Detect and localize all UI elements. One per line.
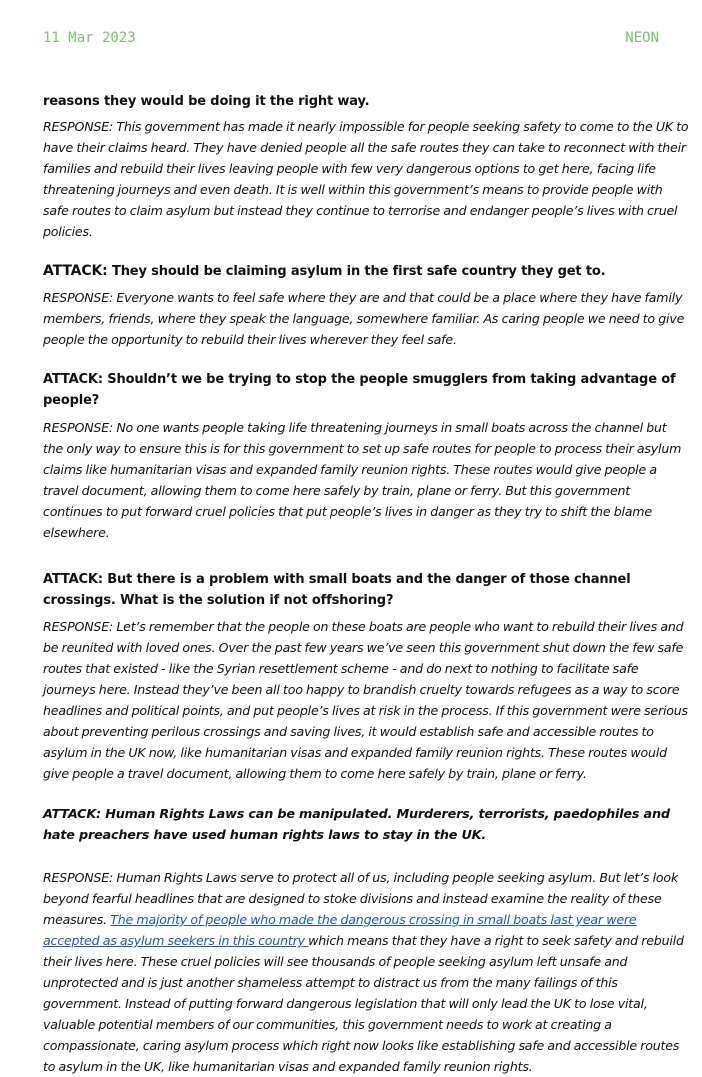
response-1: RESPONSE: This government has made it nearly impossible for people seeking safety to come to the UK to have their claims heard. They have denied people all the safe routes they can take to reconnect with their families and rebuild their lives leaving people with few very dangerous options to get here, facing life threatening journeys and even death. It is well within this government’s means to provide people with safe routes to claim asylum but instead they continue to terrorise and endanger people’s lives with cruel policies. — [43, 119, 689, 239]
date-label: 11 Mar 2023 — [43, 30, 136, 46]
asylum-stats-link[interactable]: The majority of people who made the dangerous crossing in small boats last year were accepted as asylum seekers in this country — [43, 912, 637, 948]
attack-2-text: They should be claiming asylum in the first safe country they get to. — [111, 264, 606, 279]
response-4: RESPONSE: Let’s remember that the people on these boats are people who want to rebuild their lives and be reunited with loved ones. Over the past few years we’ve seen this government shut down the few safe routes that existed - like the Syrian resettlement scheme - and do next to nothing to facilitate safe journeys here. Instead they’ve been all too happy to brandish cruelty towards refugees as a way to score headlines and political points, and put people’s lives at risk in the process. If this government were serious about preventing perilous crossings and saving lives, it would establish safe and accessible routes to asylum in the UK now, like humanitarian visas and expanded family reunion rights. These routes would give people a travel document, allowing them to come here safely by train, plane or ferry. — [43, 619, 688, 781]
intro-fragment: reasons they would be doing it the right way. — [43, 94, 370, 109]
response-2: RESPONSE: Everyone wants to feel safe where they are and that could be a place where they have family members, friends, where they speak the language, somewhere familiar. As caring people we need to give people the opportunity to rebuild their lives wherever they feel safe. — [43, 290, 685, 347]
attack-2 — [43, 261, 689, 282]
response-5 — [43, 867, 689, 1077]
attack-4: ATTACK: But there is a problem with small boats and the danger of those channel crossings. What is the solution if not offshoring? — [43, 572, 631, 608]
page-header — [43, 30, 659, 50]
response-5-end: which means that they have a right to seek safety and rebuild their lives here. These cruel policies will see thousands of people seeking asylum left unsafe and unprotected and is just another shameless attempt to distract us from the many failings of this government. Instead of putting forward dangerous legislation that will only lead the UK to lose vital, valuable potential members of our communities, this government needs to work at creating a compassionate, caring asylum process which right now looks like establishing safe and accessible routes to asylum in the UK, like humanitarian visas and expanded family reunion rights. — [43, 933, 684, 1074]
attack-2-prefix: ATTACK: — [43, 263, 108, 279]
attack-5: ATTACK: Human Rights Laws can be manipulated. Murderers, terrorists, paedophiles and hate preachers have used human rights laws to stay in the UK. — [43, 807, 670, 843]
document-body — [43, 91, 689, 1077]
brand-label: NEON — [625, 30, 659, 46]
attack-3: ATTACK: Shouldn’t we be trying to stop the people smugglers from taking advantage of people? — [43, 372, 676, 408]
response-5-start: RESPONSE: Human Rights Laws serve to protect all of us, including people seeking asylum. But let’s look beyond fearful headlines that are designed to stoke divisions and instead examine the reality of these measures. — [43, 870, 679, 927]
response-3: RESPONSE: No one wants people taking life threatening journeys in small boats across the channel but the only way to ensure this is for this government to set up safe routes for people to process their asylum claims like humanitarian visas and expanded family reunion rights. These routes would give people a travel document, allowing them to come here safely by train, plane or ferry. But this government continues to put forward cruel policies that put people’s lives in danger as they try to shift the blame elsewhere. — [43, 420, 682, 540]
